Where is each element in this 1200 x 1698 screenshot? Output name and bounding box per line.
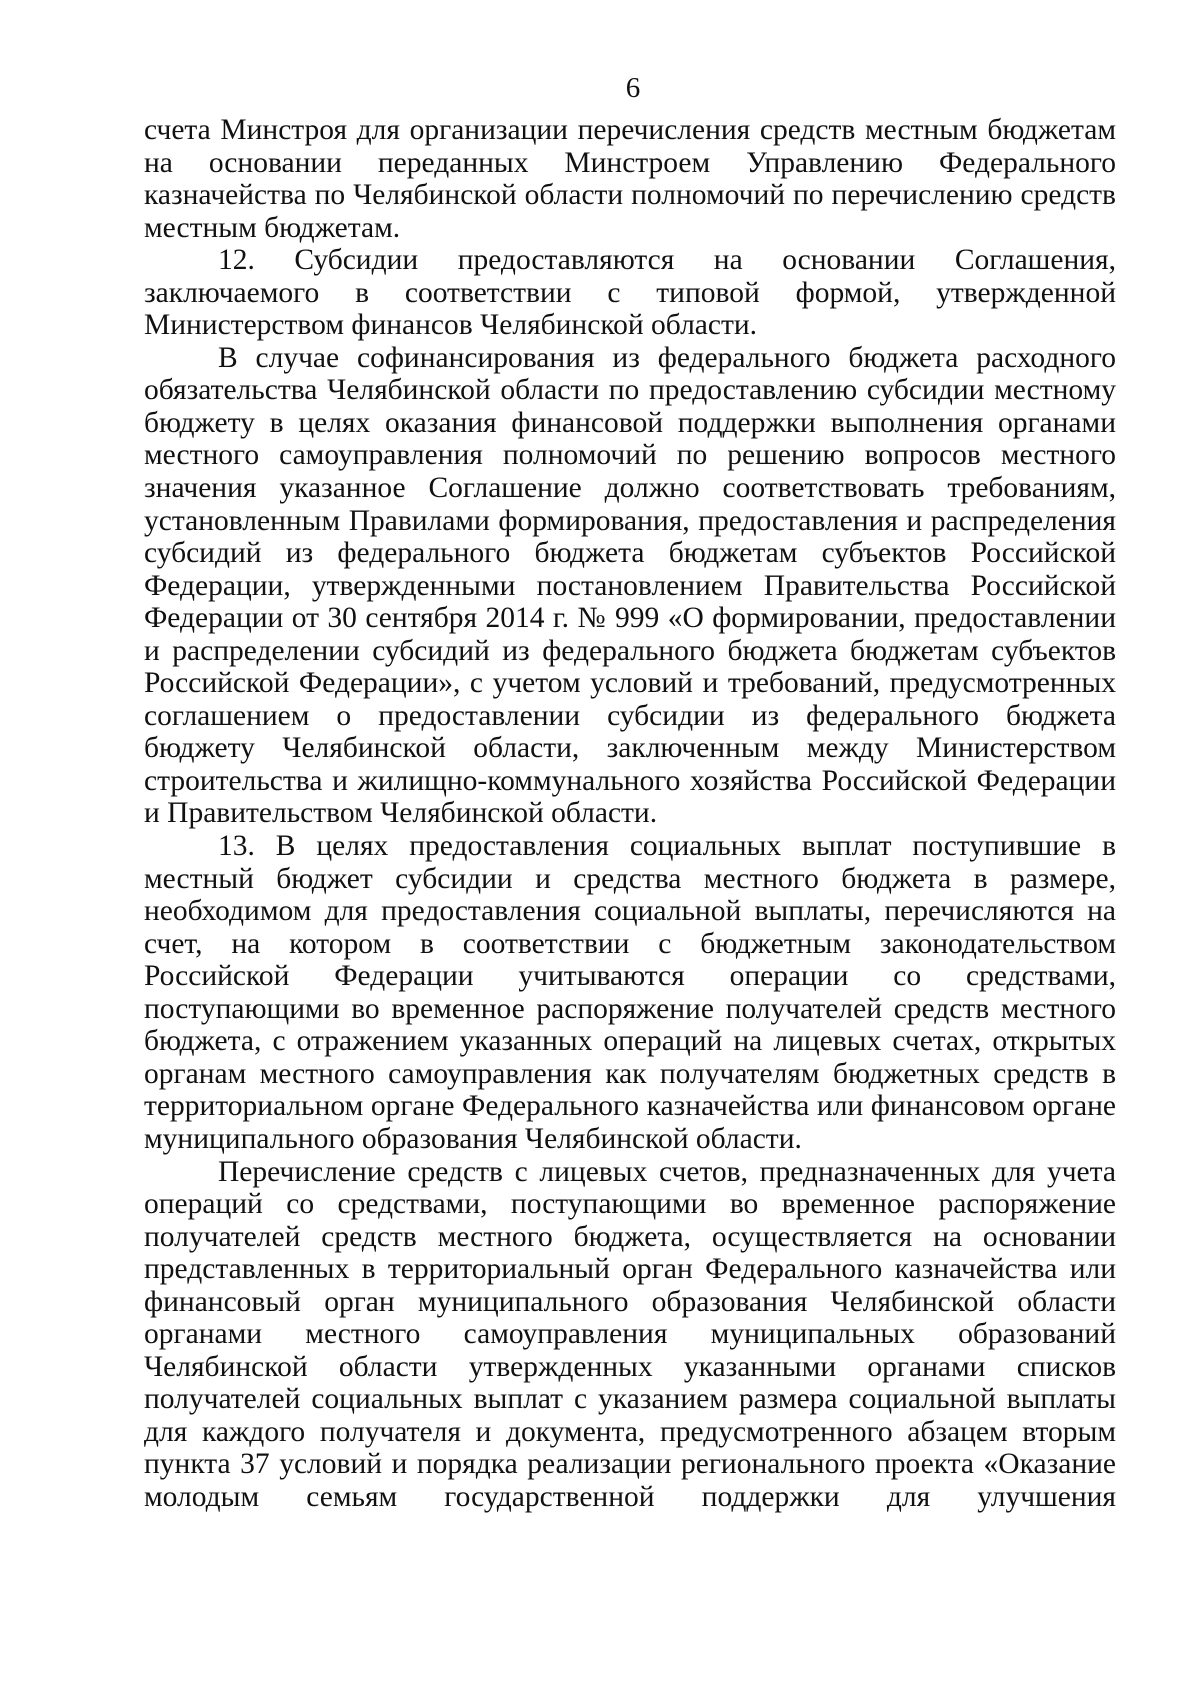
page-number: 6	[625, 72, 641, 104]
paragraph: 12. Субсидии предоставляются на основании Соглашения, заключаемого в соответствии с типовой формой, утвержденной Министерством финансов Челябинской области.	[144, 244, 1116, 342]
paragraph: счета Минстроя для организации перечисления средств местным бюджетам на основании переданных Минстроем Управлению Федерального казначейства по Челябинской области полномочий по перечислению средств местным бюджетам.	[144, 114, 1116, 244]
paragraph: Перечисление средств с лицевых счетов, предназначенных для учета операций со средствами, поступающими во временное распоряжение получателей средств местного бюджета, осуществляется на основании представленных в территориальный орган Федерального казначейства или финансовый орган муниципального образования Челябинской области органами местного самоуправления муниципальных образований Челябинской области утвержденных указанными органами списков получателей социальных выплат с указанием размера социальной выплаты для каждого получателя и документа, предусмотренного абзацем вторым пункта 37 условий и порядка реализации регионального проекта «Оказание молодым семьям государственной поддержки для улучшения	[144, 1155, 1116, 1513]
document-body	[144, 114, 1116, 1514]
paragraph: 13. В целях предоставления социальных выплат поступившие в местный бюджет субсидии и средства местного бюджета в размере, необходимом для предоставления социальной выплаты, перечисляются на счет, на котором в соответствии с бюджетным законодательством Российской Федерации учитываются операции со средствами, поступающими во временное распоряжение получателей средств местного бюджета, с отражением указанных операций на лицевых счетах, открытых органам местного самоуправления как получателям бюджетных средств в территориальном органе Федерального казначейства или финансовом органе муниципального образования Челябинской области.	[144, 830, 1116, 1155]
paragraph: В случае софинансирования из федерального бюджета расходного обязательства Челябинской области по предоставлению субсидии местному бюджету в целях оказания финансовой поддержки выполнения органами местного самоуправления полномочий по решению вопросов местного значения указанное Соглашение должно соответствовать требованиям, установленным Правилами формирования, предоставления и распределения субсидий из федерального бюджета бюджетам субъектов Российской Федерации, утвержденными постановлением Правительства Российской Федерации от 30 сентября 2014 г. № 999 «О формировании, предоставлении и распределении субсидий из федерального бюджета бюджетам субъектов Российской Федерации», с учетом условий и требований, предусмотренных соглашением о предоставлении субсидии из федерального бюджета бюджету Челябинской области, заключенным между Министерством строительства и жилищно-коммунального хозяйства Российской Федерации и Правительством Челябинской области.	[144, 341, 1116, 830]
